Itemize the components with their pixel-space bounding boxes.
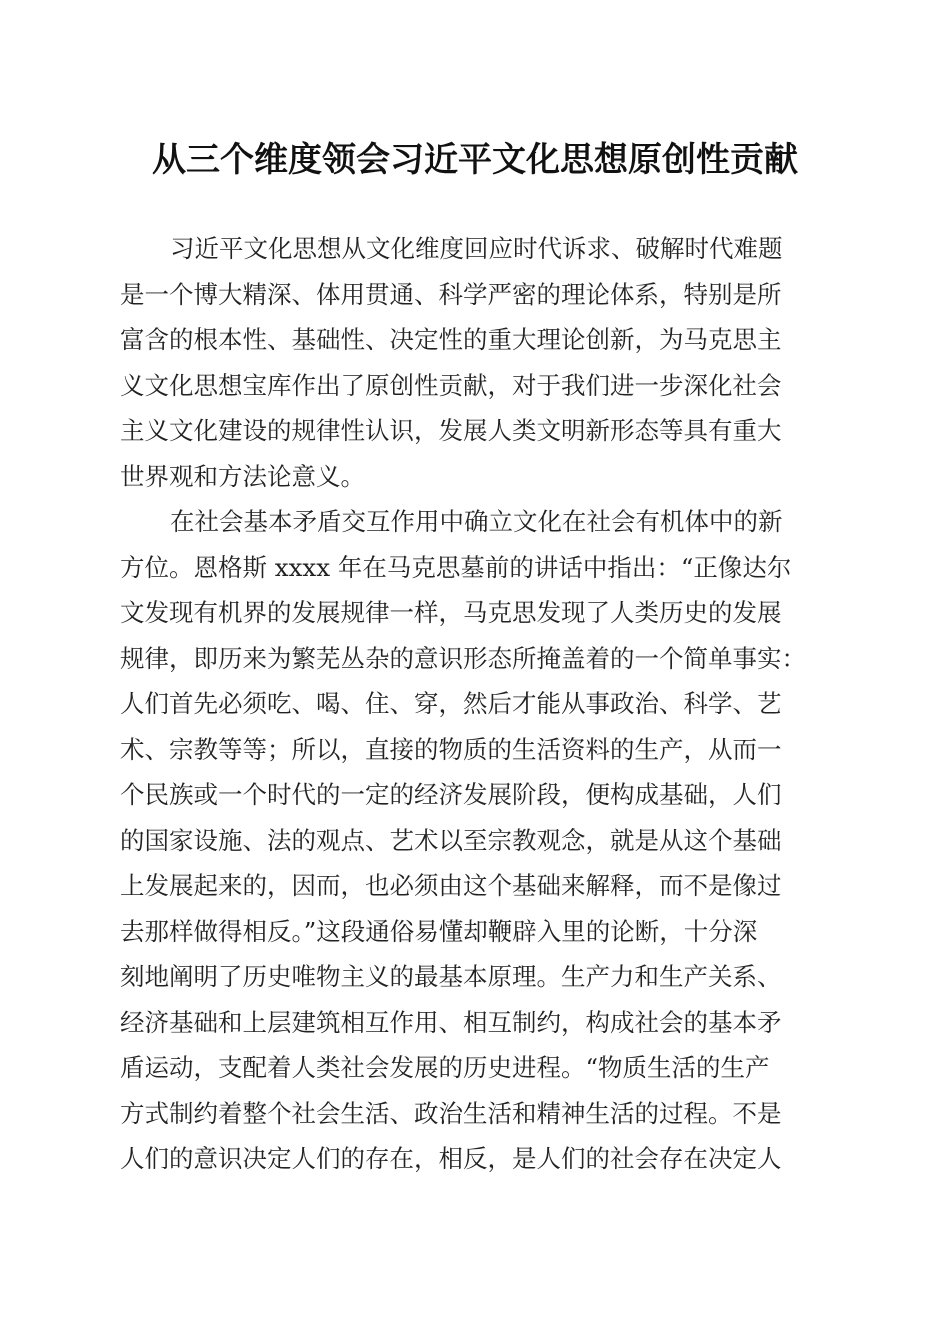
paragraph-1-line-1: 习近平文化思想从文化维度回应时代诉求、破解时代难题 [170,234,783,263]
paragraph-2-line-4: 规律，即历来为繁芜丛杂的意识形态所掩盖着的一个简单事实： [120,643,806,673]
paragraph-2-line-10: 去那样做得相反。”这段通俗易懂却鞭辟入里的论断，十分深 [120,916,758,946]
paragraph-2-line-3: 文发现有机界的发展规律一样，马克思发现了人类历史的发展 [120,598,782,627]
paragraph-2-line-9: 上发展起来的，因而，也必须由这个基础来解释，而不是像过 [120,871,782,900]
paragraph-2-line-5: 人们首先必须吃、喝、住、穿，然后才能从事政治、科学、艺 [120,689,782,718]
paragraph-1-line-2: 是一个博大精深、体用贯通、科学严密的理论体系，特别是所 [120,279,782,309]
paragraph-2-line-8: 的国家设施、法的观点、艺术以至宗教观念，就是从这个基础 [120,825,782,855]
paragraph-2-line-1: 在社会基本矛盾交互作用中确立文化在社会有机体中的新 [170,507,783,536]
paragraph-1-line-6: 世界观和方法论意义。 [120,461,365,491]
paragraph-2-line-14: 方式制约着整个社会生活、政治生活和精神生活的过程。不是 [120,1098,782,1128]
paragraph-1-line-5: 主义文化建设的规律性认识，发展人类文明新形态等具有重大 [120,416,782,445]
paragraph-2-line-2: 方位。恩格斯 xxxx 年在马克思墓前的讲话中指出：“正像达尔 [120,552,792,582]
paragraph-2-line-7: 个民族或一个时代的一定的经济发展阶段，便构成基础，人们 [120,780,782,809]
paragraph-2-line-12: 经济基础和上层建筑相互作用、相互制约，构成社会的基本矛 [120,1007,782,1037]
paragraph-2-line-13: 盾运动，支配着人类社会发展的历史进程。“物质生活的生产 [120,1053,770,1082]
paragraph-1-line-3: 富含的根本性、基础性、决定性的重大理论创新，为马克思主 [120,325,782,354]
paragraph-2-line-15: 人们的意识决定人们的存在，相反，是人们的社会存在决定人 [120,1144,782,1173]
document-title: 从三个维度领会习近平文化思想原创性贡献 [152,140,798,180]
paragraph-2-line-11: 刻地阐明了历史唯物主义的最基本原理。生产力和生产关系、 [120,962,782,991]
paragraph-2-line-6: 术、宗教等等；所以，直接的物质的生活资料的生产，从而一 [120,734,782,764]
paragraph-1-line-4: 义文化思想宝库作出了原创性贡献，对于我们进一步深化社会 [120,370,782,400]
document-body [120,226,825,1182]
